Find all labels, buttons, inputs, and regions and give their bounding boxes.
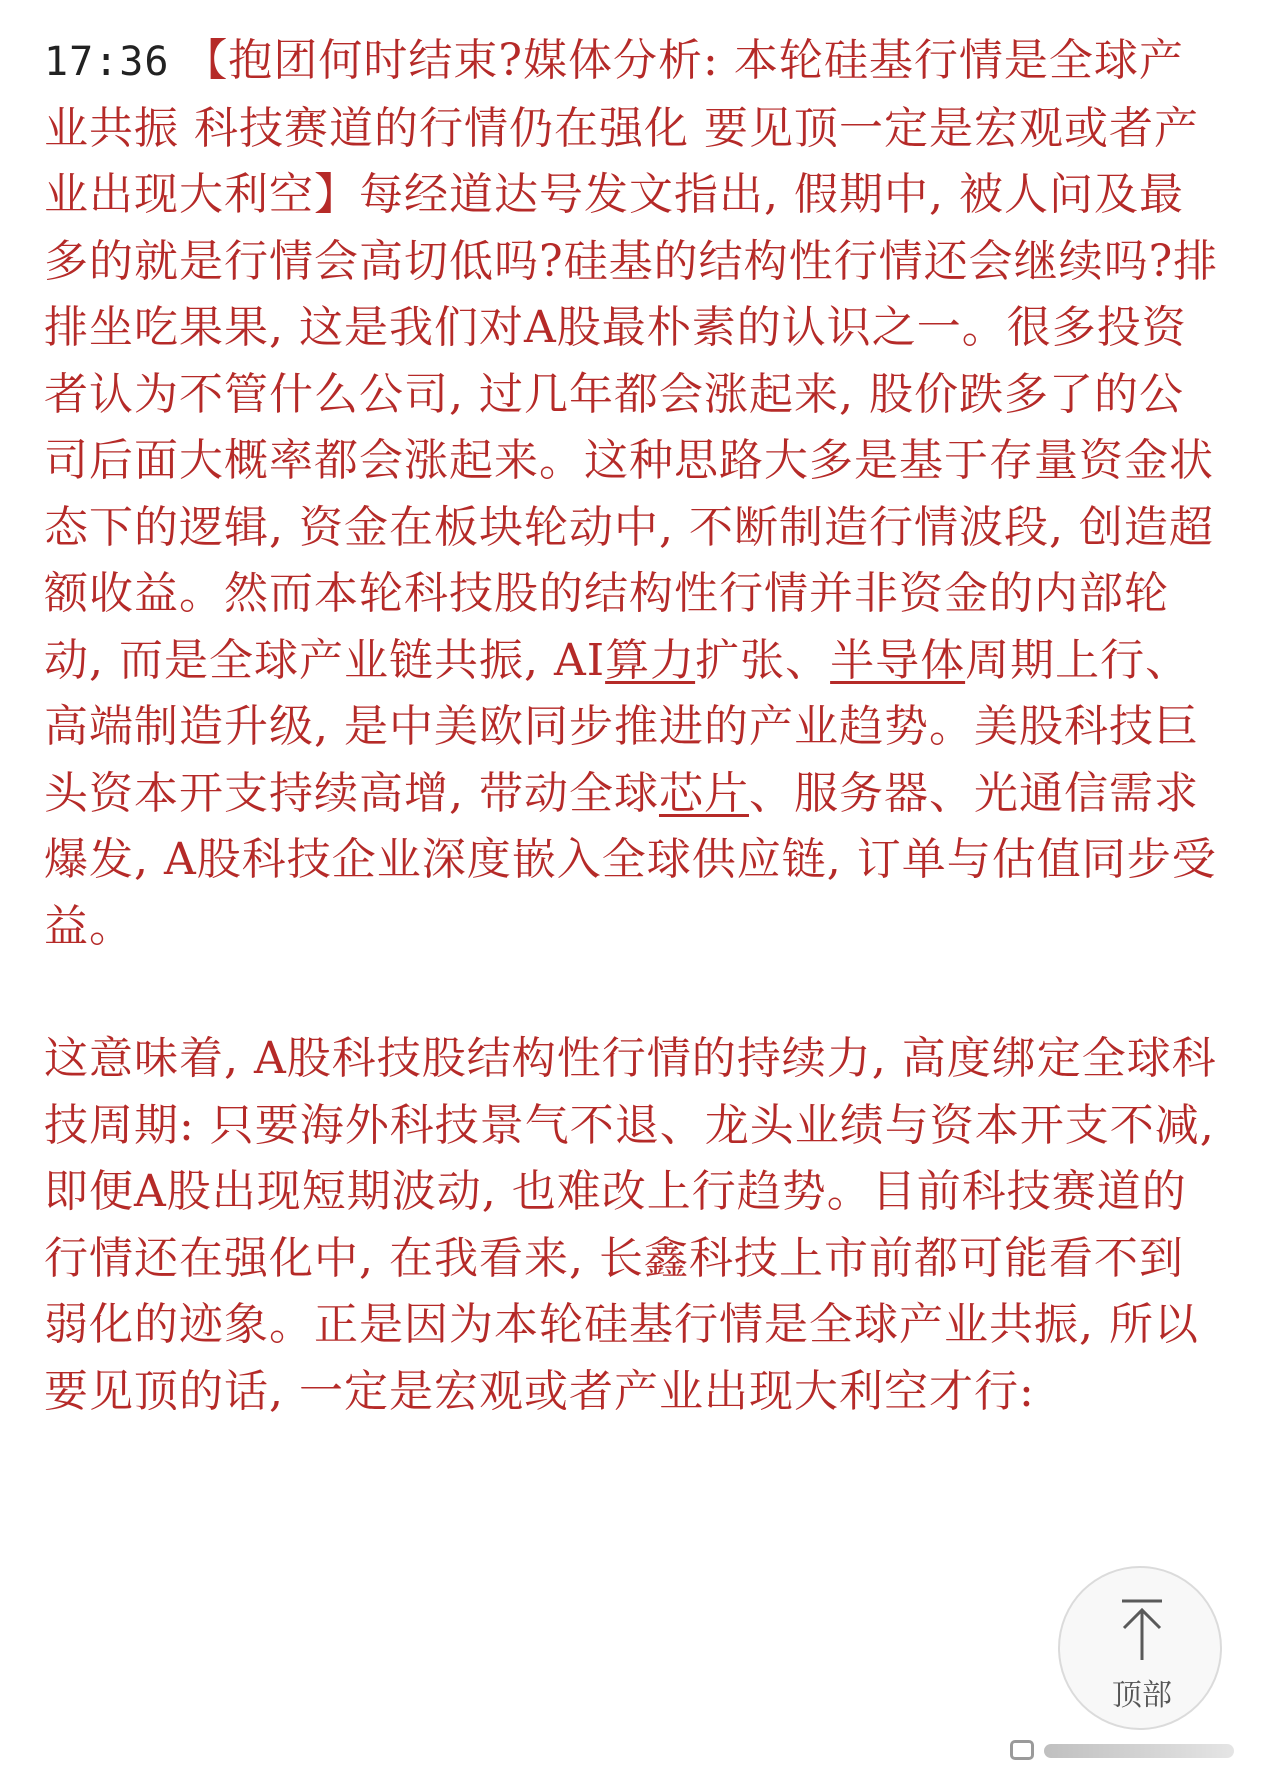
- headline: 【抱团何时结束?媒体分析: 本轮硅基行情是全球产业共振 科技赛道的行情仍在强化 要见顶一定是宏观或者产业出现大利空】: [44, 35, 1199, 220]
- article-body: [44, 28, 1230, 1425]
- link-suanli[interactable]: 算力: [605, 634, 696, 686]
- paragraph-1-text-d: 、服务器、光通信需求爆发, A股科技企业深度嵌入全球供应链, 订单与估值同步受益。: [44, 767, 1217, 952]
- watermark-text: [1044, 1744, 1234, 1758]
- paragraph-1-text-a: 每经道达号发文指出, 假期中, 被人问及最多的就是行情会高切低吗?硅基的结构性行情还会继续吗?排排坐吃果果, 这是我们对A股最朴素的认识之一。很多投资者认为不管什么公司, 过几年都会涨起来, 股价跌多了的公司后面大概率都会涨起来。这种思路大多是基于存量资金状态下的逻辑, 资金在板块轮动中, 不断制造行情波段, 创造超额收益。然而本轮科技股的结构性行情并非资金的内部轮动, 而是全球产业链共振, AI: [44, 169, 1219, 686]
- paragraph-1: [44, 28, 1224, 960]
- paragraph-1-text-b: 扩张、: [695, 634, 831, 686]
- paragraph-2: 这意味着, A股科技股结构性行情的持续力, 高度绑定全球科技周期: 只要海外科技景气不退、龙头业绩与资本开支不减, 即便A股出现短期波动, 也难改上行趋势。目前科技赛道的行情还在强化中, 在我看来, 长鑫科技上市前都可能看不到弱化的迹象。正是因为本轮硅基行情是全球产业共振, 所以要见顶的话, 一定是宏观或者产业出现大利空才行:: [44, 1033, 1230, 1417]
- back-to-top-label: 顶部: [1112, 1678, 1172, 1713]
- back-to-top-button[interactable]: [1058, 1566, 1222, 1730]
- watermark: [1010, 1736, 1240, 1766]
- arrow-up-icon: [1118, 1598, 1166, 1662]
- paragraph-1-text-c: 周期上行、高端制造升级, 是中美欧同步推进的产业趋势。美股科技巨头资本开支持续高增, 带动全球: [44, 634, 1199, 819]
- paragraph-gap: [44, 960, 1224, 1026]
- post-time: 17:36: [44, 39, 170, 85]
- link-xinpian[interactable]: 芯片: [658, 767, 749, 819]
- link-bandaoti[interactable]: 半导体: [830, 634, 966, 686]
- watermark-logo-icon: [1010, 1740, 1034, 1760]
